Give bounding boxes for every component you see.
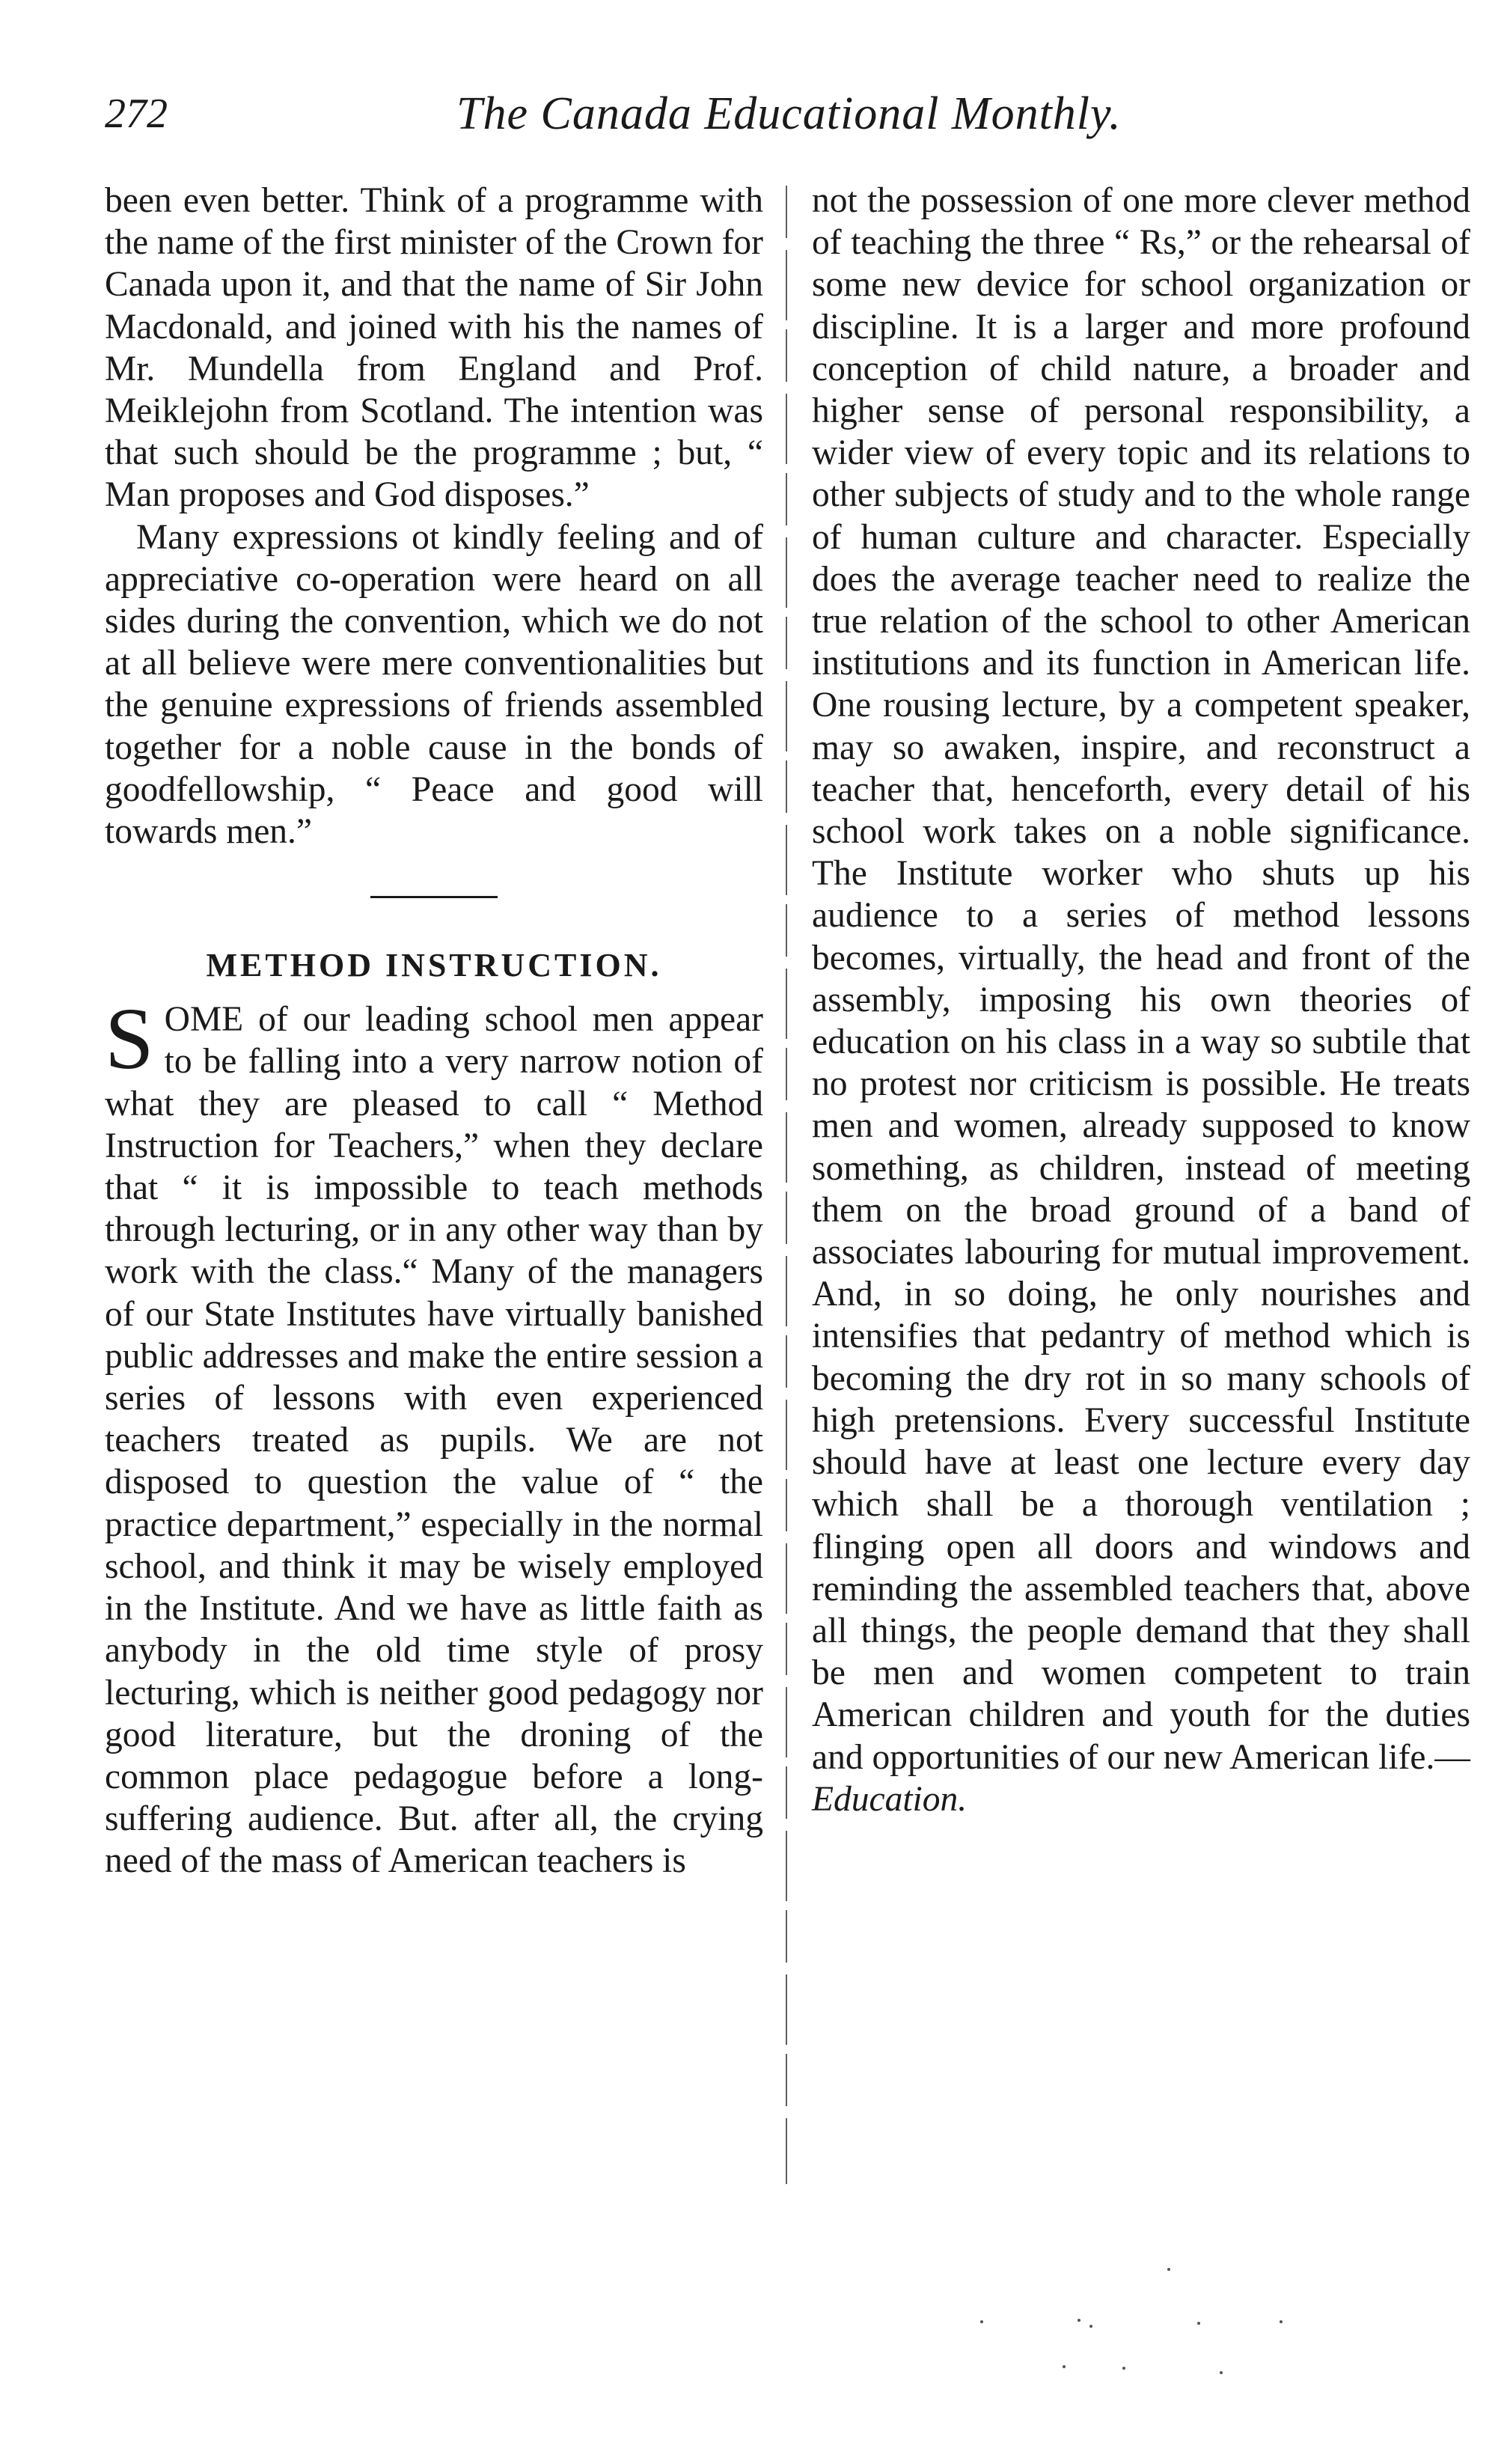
right-column: [812, 180, 1470, 1820]
column-divider: [786, 186, 787, 2184]
drop-cap-letter: S: [105, 989, 154, 1088]
left-column: [105, 180, 763, 1882]
section-divider-rule: [370, 896, 498, 898]
left-paragraph-method-text: OME of our leading school men appear to be falling into a very narrow notion of what they are pleased to call “ Method Instruction for Teachers,” when they declare that “ it is impossible to teach methods through lecturing, or in any other way than by work with the class.“ Many of the managers of our State Institutes have virtually banished public addresses and make the entire session a series of lessons with even experienced teachers treated as pupils. We are not disposed to question the value of “ the practice department,” especially in the normal school, and think it may be wisely employed in the Institute. And we have as little faith as anybody in the old time style of prosy lecturing, which is neither good pedagogy nor good literature, but the droning of the common place pedagogue before a long-suffering audience. But. after all, the crying need of the mass of American teachers is: [105, 1000, 763, 1881]
right-paragraph-continued: [812, 180, 1470, 1820]
right-paragraph-text: not the possession of one more clever method of teaching the three “ Rs,” or the rehearsal of some new device for school organization or discipline. It is a larger and more profound conception of child nature, a broader and higher sense of personal responsibility, a wider view of every topic and its relations to other subjects of study and to the whole range of human culture and character. Especially does the average teacher need to realize the true relation of the school to other American institutions and its function in American life. One rousing lecture, by a competent speaker, may so awaken, inspire, and reconstruct a teacher that, henceforth, every detail of his school work takes on a noble significance. The Institute worker who shuts up his audience to a series of method lessons becomes, virtually, the head and front of the assembly, imposing his own theories of education on his class in a way so subtile that no protest nor criticism is possible. He treats men and women, already supposed to know something, as children, instead of meeting them on the broad ground of a band of associates labouring for mutual improvement. And, in so doing, he only nourishes and intensifies that pedantry of method which is becoming the dry rot in so many schools of high pretensions. Every successful Institute should have at least one lecture every day which shall be a thorough ventilation ; flinging open all doors and windows and reminding the assembled teachers that, above all things, the people demand that they shall be men and women competent to train American children and youth for the duties and opportunities of our new American life.—: [812, 181, 1470, 1777]
source-attribution: Education.: [812, 1779, 968, 1819]
left-paragraph-convention: Many expressions ot kindly feeling and of appreciative co-operation were heard on all sides during the convention, which we do not at all believe were mere conventionalities but the genuine expressions of friends assembled together for a noble cause in the bonds of goodfellowship, “ Peace and good will towards men.”: [105, 517, 763, 852]
print-specks: [973, 2253, 1497, 2403]
left-paragraph-continued: been even better. Think of a programme with the name of the first minister of the Crown for Canada upon it, and that the name of Sir John Macdonald, and joined with his the names of Mr. Mundella from England and Prof. Meiklejohn from Scotland. The intention was that such should be the programme ; but, “ Man proposes and God disposes.”: [105, 181, 763, 515]
page-number: 272: [105, 91, 168, 137]
journal-title: The Canada Educational Monthly.: [456, 88, 1122, 139]
running-head: [105, 84, 1482, 144]
section-heading: METHOD INSTRUCTION.: [206, 947, 662, 984]
left-paragraph-method: [105, 989, 763, 1882]
